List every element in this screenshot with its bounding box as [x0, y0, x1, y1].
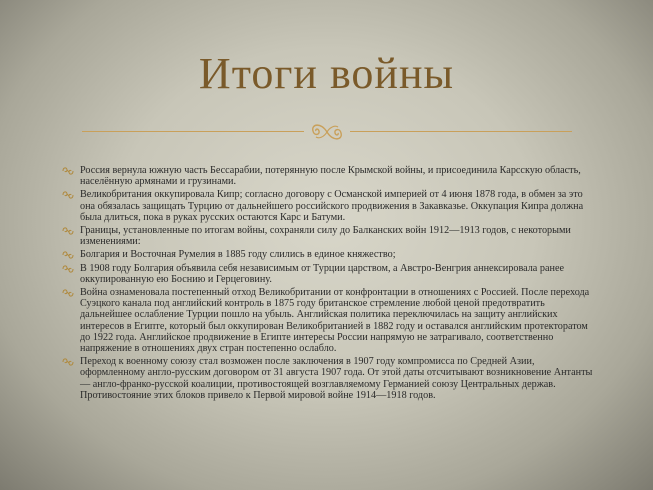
title-divider — [82, 120, 572, 144]
ornament-scroll-icon — [307, 120, 347, 144]
bullet-item — [62, 189, 594, 223]
bullet-item — [62, 287, 594, 354]
bullet-text: Переход к военному союзу стал возможен после заключения в 1907 году компромисса по Средней Азии, оформленному англо-русским договором от 31 августа 1907 года. От этой даты отсчитывают возникновение Антанты — англо-франко-русской коалиции, противостоящей возглавляемому Германией союзу Центральных держав. Противостояние этих блоков привело к Первой мировой войне 1914—1918 годов. — [80, 356, 593, 401]
bullet-text: Болгария и Восточная Румелия в 1885 году слились в единое княжество; — [80, 249, 396, 261]
bullet-item — [62, 249, 594, 260]
slide-title: Итоги войны — [198, 49, 455, 98]
bullet-text: Россия вернула южную часть Бессарабии, потерянную после Крымской войны, и присоединила Карсскую область, населённую армянами и грузинами. — [80, 165, 581, 188]
bullet-text: Границы, установленные по итогам войны, сохраняли силу до Балканских войн 1912—1913 годов, с некоторыми изменениями: — [80, 225, 571, 248]
divider-line-left — [82, 131, 304, 132]
bullet-item — [62, 225, 594, 247]
scroll-bullet-icon — [62, 250, 74, 260]
scroll-bullet-icon — [62, 190, 74, 200]
scroll-bullet-icon — [62, 226, 74, 236]
bullet-text: Великобритания оккупировала Кипр; согласно договору с Османской империей от 4 июня 1878 года, в обмен за это она обязалась защищать Турцию от дальнейшего российского продвижения в Закавказье. Оккупация Кипра должна была длиться, пока в руках русских остаются Карс и Батуми. — [80, 189, 584, 223]
scroll-bullet-icon — [62, 166, 74, 176]
bullet-list — [62, 165, 594, 403]
scroll-bullet-icon — [62, 357, 74, 367]
bullet-text: Война ознаменовала постепенный отход Великобритании от конфронтации в отношениях с Россией. После перехода Суэцкого канала под английский контроль в 1875 году британское стремление любой ценой предотвратить дальнейшее ослабление Турции пошло на убыль. Английская политика переключилась на защиту английских интересов в Египте, который был оккупирован Великобританией в 1882 году и оставался английским протекторатом до 1922 года. Английское продвижение в Египте интересы России напрямую не затрагивало, соответственно напряжение в отношениях двух стран постепенно ослабло. — [80, 287, 590, 355]
bullet-item — [62, 356, 594, 401]
bullet-item — [62, 165, 594, 187]
divider-line-right — [350, 131, 572, 132]
scroll-bullet-icon — [62, 288, 74, 298]
bullet-item — [62, 263, 594, 285]
bullet-text: В 1908 году Болгария объявила себя независимым от Турции царством, а Австро-Венгрия аннексировала ранее оккупированную ею Боснию и Герцеговину. — [80, 262, 564, 285]
scroll-bullet-icon — [62, 264, 74, 274]
